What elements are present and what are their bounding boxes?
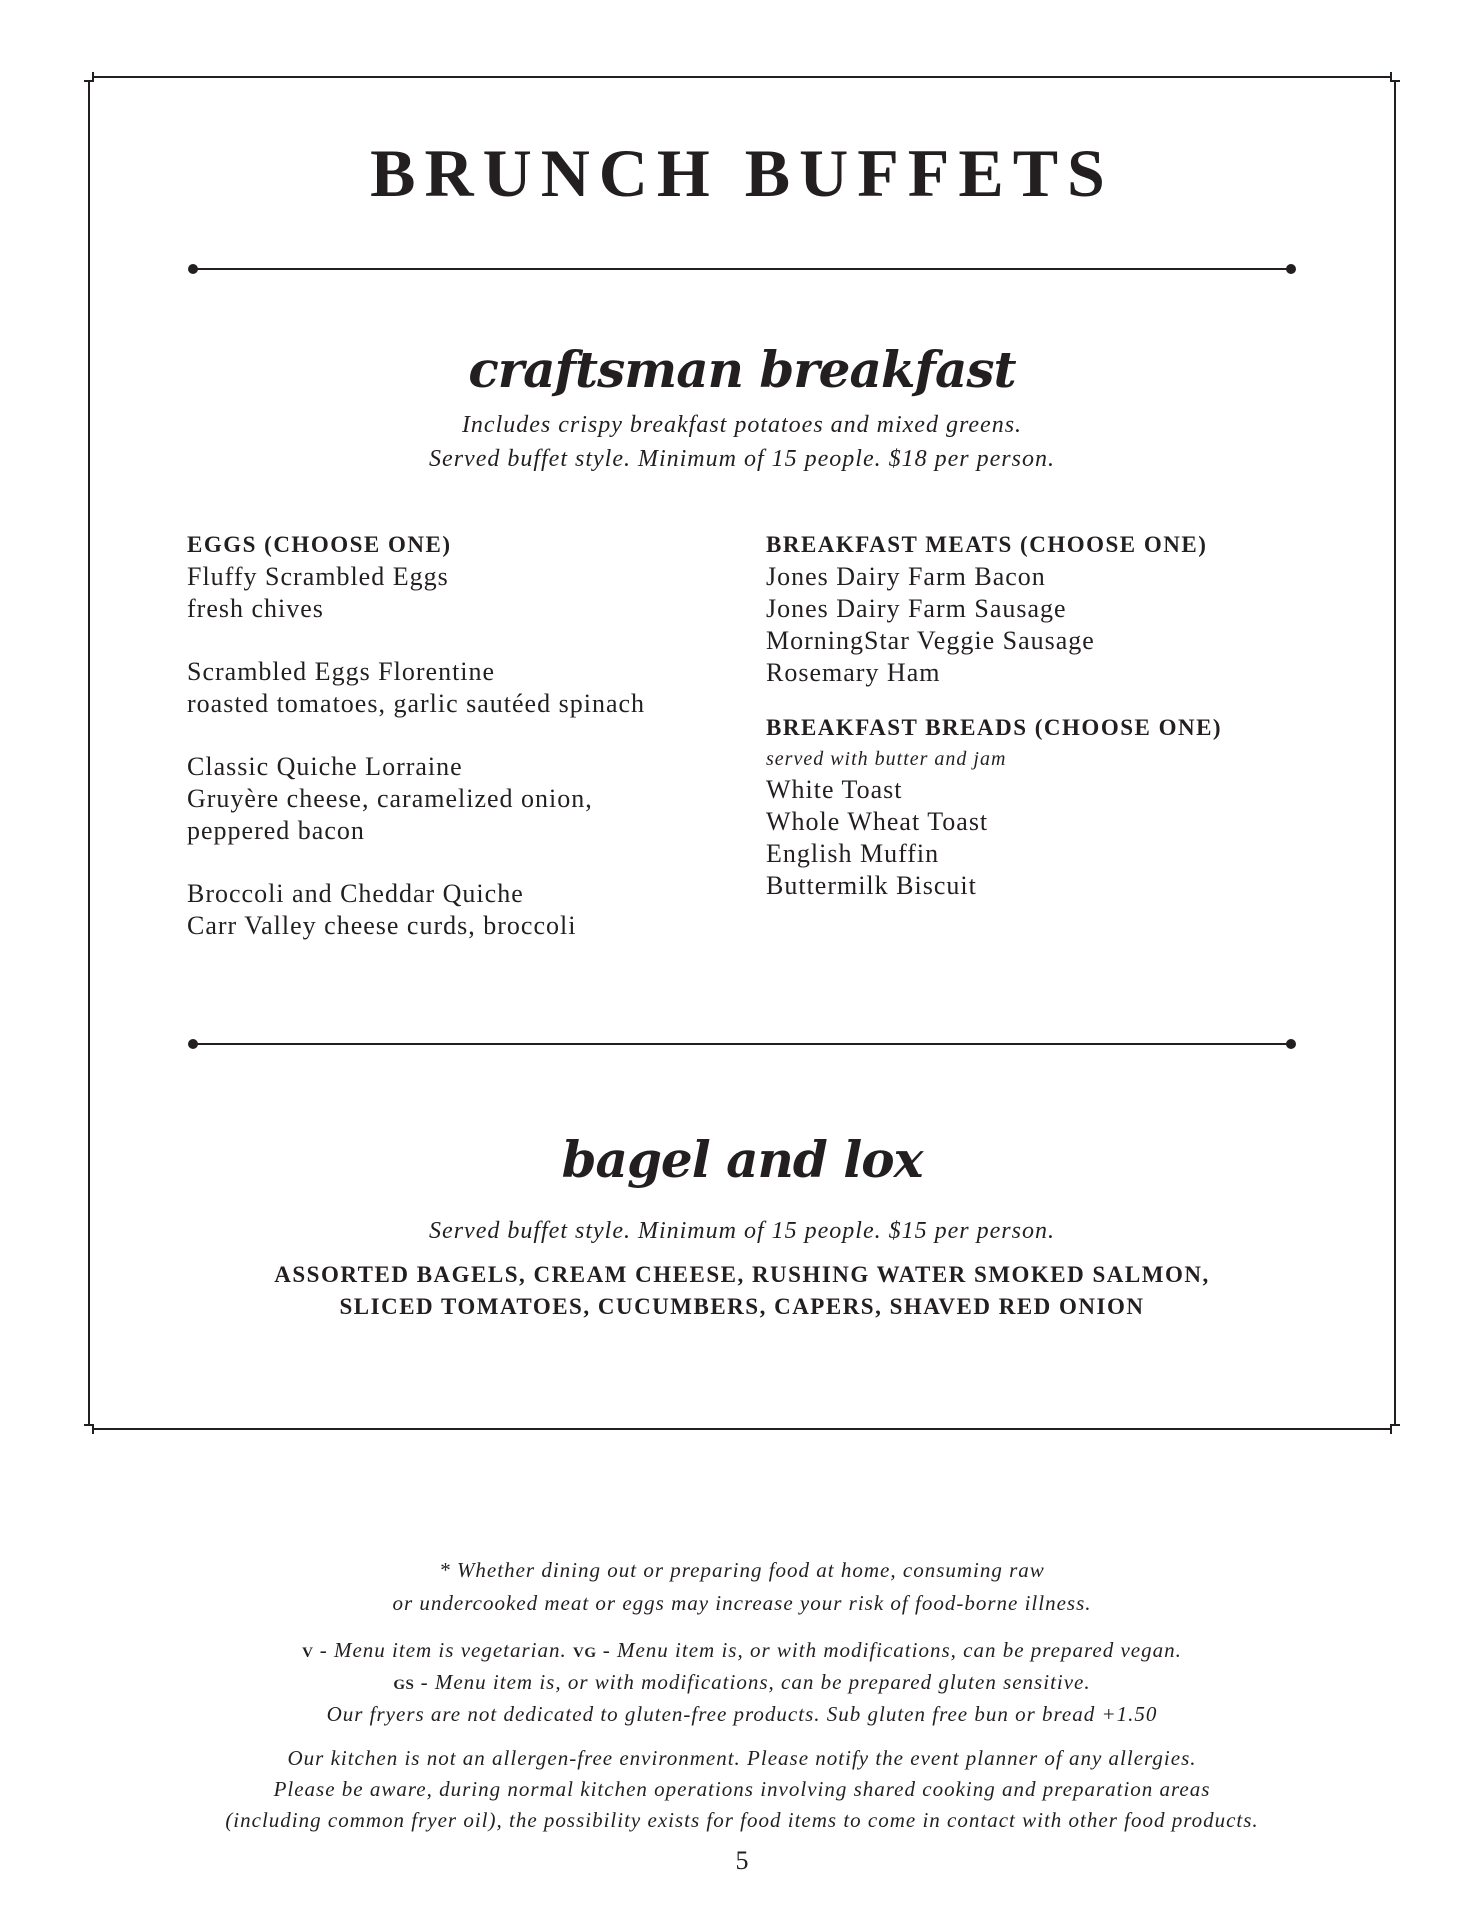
menu-item-name: Broccoli and Cheddar Quiche xyxy=(187,879,524,908)
allergen-notice: Our kitchen is not an allergen-free environment. Please notify the event planner of any allergies. xyxy=(287,1746,1197,1770)
eggs-column xyxy=(187,529,645,942)
gluten-sensitive-badge: GS xyxy=(393,1677,415,1693)
bagel-items: SLICED TOMATOES, CUCUMBERS, CAPERS, SHAVED RED ONION xyxy=(339,1294,1145,1319)
legend-text: - Menu item is, or with modifications, can be prepared gluten sensitive. xyxy=(414,1670,1091,1694)
section-divider xyxy=(192,1043,1292,1045)
bagel-and-lox-title: bagel and lox xyxy=(561,1130,923,1189)
menu-item-name: Scrambled Eggs Florentine xyxy=(187,657,496,686)
meat-item: Jones Dairy Farm Bacon xyxy=(766,562,1046,591)
menu-item-description: peppered bacon xyxy=(187,816,365,845)
legend-text: - Menu item is vegetarian. xyxy=(313,1638,573,1662)
meats-breads-column xyxy=(766,529,1222,902)
menu-item-name: Fluffy Scrambled Eggs xyxy=(187,562,449,591)
frame-corner xyxy=(84,72,94,82)
food-safety-warning: or undercooked meat or eggs may increase your risk of food-borne illness. xyxy=(392,1591,1092,1615)
menu-item-description: fresh chives xyxy=(187,594,324,623)
bread-item: Whole Wheat Toast xyxy=(766,807,989,836)
meats-heading: BREAKFAST MEATS (CHOOSE ONE) xyxy=(766,532,1208,557)
breads-heading: BREAKFAST BREADS (CHOOSE ONE) xyxy=(766,715,1223,740)
food-safety-warning: * Whether dining out or preparing food at home, consuming raw xyxy=(439,1558,1045,1582)
eggs-heading: EGGS (CHOOSE ONE) xyxy=(187,532,452,557)
page-number: 5 xyxy=(735,1846,749,1875)
vegan-badge: VG xyxy=(573,1645,597,1661)
fryer-notice: Our fryers are not dedicated to gluten-free products. Sub gluten free bun or bread +1.50 xyxy=(326,1702,1158,1726)
meat-item: MorningStar Veggie Sausage xyxy=(766,626,1095,655)
section-divider xyxy=(192,268,1292,270)
menu-item-name: Classic Quiche Lorraine xyxy=(187,752,463,781)
craftsman-terms: Served buffet style. Minimum of 15 people. $18 per person. xyxy=(429,446,1055,472)
bread-item: White Toast xyxy=(766,775,903,804)
bagel-items: ASSORTED BAGELS, CREAM CHEESE, RUSHING WATER SMOKED SALMON, xyxy=(274,1262,1210,1287)
meat-item: Rosemary Ham xyxy=(766,658,941,687)
dietary-legend xyxy=(0,1635,1484,1668)
menu-item-description: Gruyère cheese, caramelized onion, xyxy=(187,784,593,813)
meat-item: Jones Dairy Farm Sausage xyxy=(766,594,1067,623)
craftsman-description: Includes crispy breakfast potatoes and mixed greens. xyxy=(461,412,1023,438)
vegetarian-badge: V xyxy=(302,1645,314,1661)
legend-text: - Menu item is, or with modifications, can be prepared vegan. xyxy=(596,1638,1182,1662)
breads-note: served with butter and jam xyxy=(766,748,1007,770)
bread-item: Buttermilk Biscuit xyxy=(766,871,977,900)
menu-item-description: Carr Valley cheese curds, broccoli xyxy=(187,911,577,940)
menu-item-description: roasted tomatoes, garlic sautéed spinach xyxy=(187,689,646,718)
bagel-terms: Served buffet style. Minimum of 15 people. $15 per person. xyxy=(429,1218,1055,1244)
dietary-legend xyxy=(0,1667,1484,1700)
page-title: BRUNCH BUFFETS xyxy=(370,135,1114,211)
craftsman-breakfast-title: craftsman breakfast xyxy=(468,340,1016,399)
bread-item: English Muffin xyxy=(766,839,940,868)
allergen-notice: Please be aware, during normal kitchen operations involving shared cooking and preparation areas xyxy=(273,1777,1211,1801)
frame-corner xyxy=(1390,72,1400,82)
frame-corner xyxy=(84,1424,94,1434)
frame-corner xyxy=(1390,1424,1400,1434)
allergen-notice: (including common fryer oil), the possibility exists for food items to come in contact with other food products. xyxy=(225,1808,1259,1832)
